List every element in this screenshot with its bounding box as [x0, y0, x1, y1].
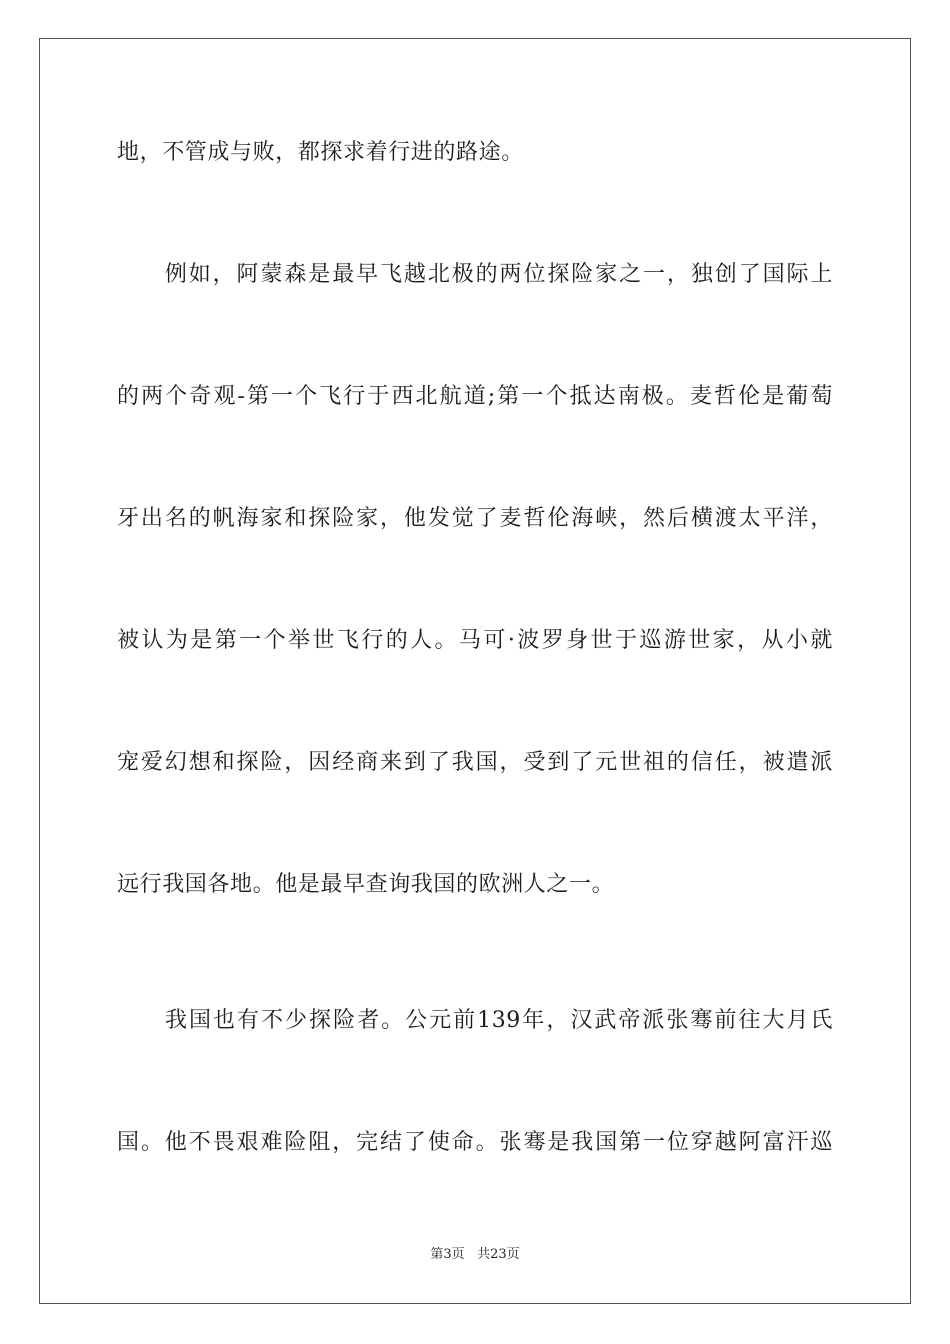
- text-line-2: 例如，阿蒙森是最早飞越北极的两位探险家之一，独创了国际上: [117, 262, 833, 287]
- text-line-9: 国。他不畏艰难险阻，完结了使命。张骞是我国第一位穿越阿富汗巡: [117, 1130, 833, 1155]
- page-footer: [0, 1246, 950, 1264]
- text-line-3: 的两个奇观-第一个飞行于西北航道;第一个抵达南极。麦哲伦是葡萄: [117, 384, 833, 409]
- page-frame: [39, 38, 911, 1304]
- text-line-5: 被认为是第一个举世飞行的人。马可·波罗身世于巡游世家，从小就: [117, 628, 833, 653]
- page-number: 第3页: [430, 1247, 465, 1262]
- text-line-7: 远行我国各地。他是最早查询我国的欧洲人之一。: [117, 872, 615, 897]
- text-line-6: 宠爱幻想和探险，因经商来到了我国，受到了元世祖的信任，被遣派: [117, 750, 833, 775]
- text-line-4: 牙出名的帆海家和探险家，他发觉了麦哲伦海峡，然后横渡太平洋，: [117, 506, 833, 531]
- text-line-1: 地，不管成与败，都探求着行进的路途。: [117, 140, 524, 165]
- page-total: 共23页: [477, 1247, 520, 1262]
- text-line-8: 我国也有不少探险者。公元前139年，汉武帝派张骞前往大月氏: [117, 1008, 833, 1033]
